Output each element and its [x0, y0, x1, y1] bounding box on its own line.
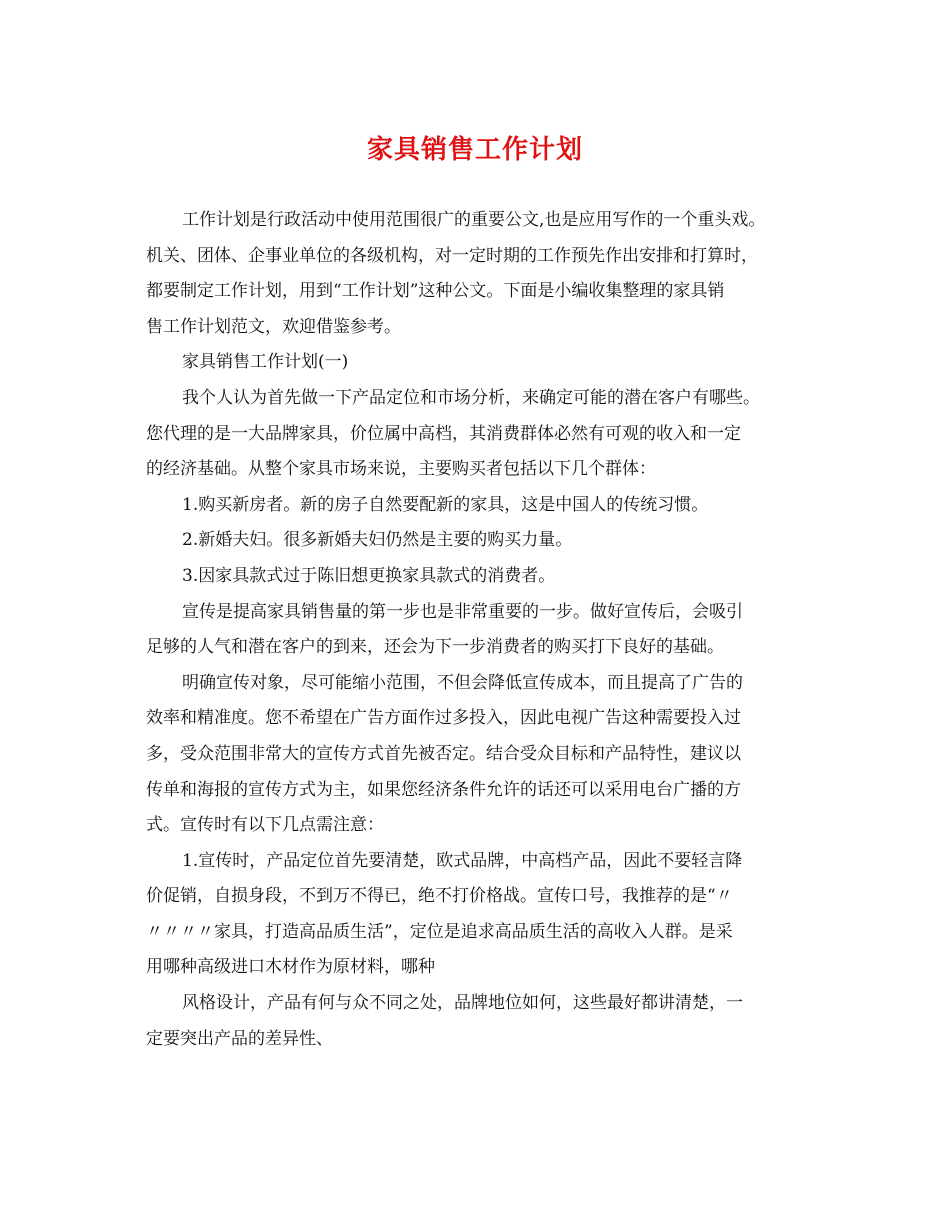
body-line: 机关、团体、企事业单位的各级机构，对一定时期的工作预先作出安排和打算时， [146, 245, 758, 266]
body-line: 3.因家具款式过于陈旧想更换家具款式的消费者。 [182, 565, 556, 586]
body-line: 的经济基础。从整个家具市场来说，主要购买者包括以下几个群体： [146, 459, 656, 480]
body-line: 宣传是提高家具销售量的第一步也是非常重要的一步。做好宣传后，会吸引 [182, 601, 743, 622]
body-line: 价促销，自损身段，不到万不得已，绝不打价格战。宣传口号，我推荐的是“〃 [146, 886, 733, 907]
body-line: 工作计划是行政活动中使用范围很广的重要公文,也是应用写作的一个重头戏。 [182, 210, 766, 230]
body-line: 1.购买新房者。新的房子自然要配新的家具，这是中国人的传统习惯。 [182, 494, 709, 515]
body-line: 售工作计划范文，欢迎借鉴参考。 [146, 316, 401, 337]
body-line: 明确宣传对象，尽可能缩小范围，不但会降低宣传成本，而且提高了广告的 [182, 672, 743, 693]
body-line: 风格设计，产品有何与众不同之处，品牌地位如何，这些最好都讲清楚，一 [182, 993, 743, 1014]
body-line: 多，受众范围非常大的宣传方式首先被否定。结合受众目标和产品特性，建议以 [146, 743, 741, 764]
body-line: 定要突出产品的差异性、 [146, 1028, 333, 1049]
body-line: 2.新婚夫妇。很多新婚夫妇仍然是主要的购买力量。 [182, 530, 573, 551]
document-body [146, 203, 810, 1057]
body-line: 足够的人气和潜在客户的到来，还会为下一步消费者的购买打下良好的基础。 [146, 637, 724, 658]
body-line: 您代理的是一大品牌家具，价位属中高档，其消费群体必然有可观的收入和一定 [146, 423, 741, 444]
body-line: 1.宣传时，产品定位首先要清楚，欧式品牌，中高档产品，因此不要轻言降 [182, 850, 743, 871]
body-line: 家具销售工作计划(一) [182, 352, 349, 373]
document-title: 家具销售工作计划 [366, 135, 583, 165]
body-line: 式。宣传时有以下几点需注意： [146, 815, 384, 836]
body-line: 〃〃〃〃家具，打造高品质生活”，定位是追求高品质生活的高收入人群。是采 [146, 921, 733, 942]
body-line: 传单和海报的宣传方式为主，如果您经济条件允许的话还可以采用电台广播的方 [146, 779, 741, 800]
body-line: 我个人认为首先做一下产品定位和市场分析，来确定可能的潜在客户有哪些。 [182, 387, 760, 408]
body-line: 都要制定工作计划，用到“工作计划”这种公文。下面是小编收集整理的家具销 [146, 281, 725, 302]
body-line: 用哪种高级进口木材作为原材料，哪种 [146, 957, 435, 978]
body-line: 效率和精准度。您不希望在广告方面作过多投入，因此电视广告这种需要投入过 [146, 708, 741, 729]
